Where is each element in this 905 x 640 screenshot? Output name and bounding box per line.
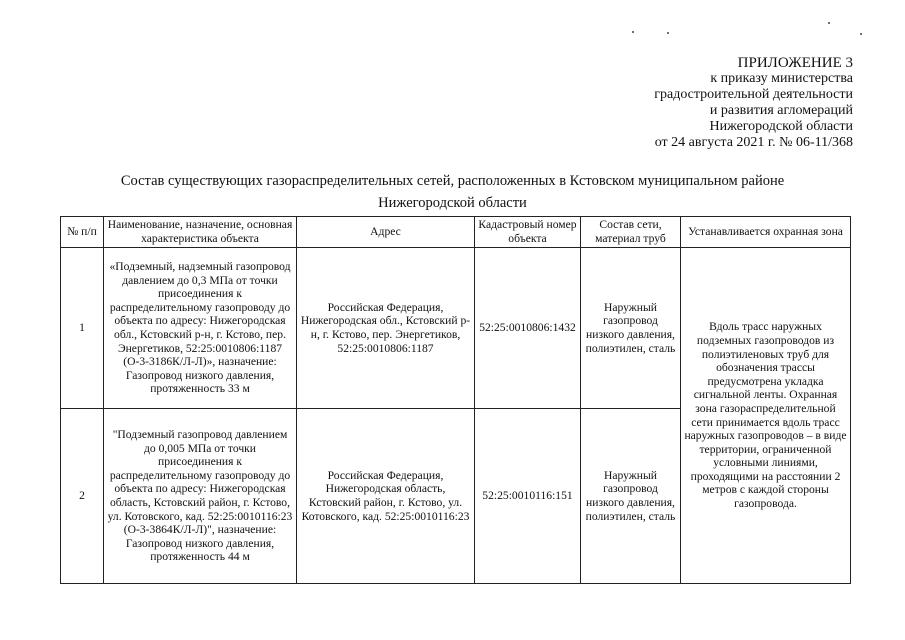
cell-address: Российская Федерация, Нижегородская область, Кстовский район, г. Кстово, ул. Котовского, кад. 52:25:0010116:23	[297, 409, 475, 584]
scan-speck	[860, 33, 862, 35]
cell-cadastral: 52:25:0010806:1432	[475, 248, 581, 409]
appendix-header	[654, 55, 853, 151]
header-num: № п/п	[61, 217, 104, 248]
header-name: Наименование, назначение, основная характеристика объекта	[104, 217, 297, 248]
cell-network: Наружный газопровод низкого давления, полиэтилен, сталь	[581, 409, 681, 584]
title-line: Состав существующих газораспределительных сетей, расположенных в Кстовском муниципальном районе	[120, 173, 785, 189]
table-row	[61, 248, 851, 409]
appendix-order-date: от 24 августа 2021 г. № 06-11/368	[654, 135, 853, 150]
cell-name: «Подземный, надземный газопровод давлением до 0,3 МПа от точки присоединения к распределительному газопроводу до объекта по адресу: Нижегородская обл., Кстовский р-н, г. Кстово, пер. Энергетиков, 52:25:0010806:1187 (О-3-3186К/Л-Л)», назначение: Газопровод низкого давления, протяженность 33 м	[104, 248, 297, 409]
title-line: Нижегородской области	[378, 195, 527, 211]
cell-name: "Подземный газопровод давлением до 0,005 МПа от точки присоединения к распределительному газопроводу до объекта по адресу: Нижегородская область, Кстовский район, г. Кстово, ул. Котовского, кад. 52:25:0010116:23 (О-3-3864К/Л-Л)", назначение: Газопровод низкого давления, протяженность 44 м	[104, 409, 297, 584]
scan-speck	[667, 32, 669, 34]
table-header-row	[61, 217, 851, 248]
gas-network-table	[60, 216, 851, 584]
scan-speck	[632, 31, 634, 33]
appendix-line: и развития агломераций	[709, 103, 853, 118]
header-address: Адрес	[297, 217, 475, 248]
appendix-line: Нижегородской области	[709, 119, 853, 134]
cell-network: Наружный газопровод низкого давления, полиэтилен, сталь	[581, 248, 681, 409]
scan-speck	[828, 22, 830, 24]
cell-protection-zone: Вдоль трасс наружных подземных газопроводов из полиэтиленовых труб для обозначения трассы предусмотрена укладка сигнальной ленты. Охранная зона газораспределительной сети принимается вдоль трасс наружных газопроводов – в виде территории, ограниченной условными линиями, проходящими на расстоянии 2 метров с каждой стороны газопровода.	[681, 248, 851, 584]
appendix-line: градостроительной деятельности	[654, 87, 853, 102]
appendix-number: ПРИЛОЖЕНИЕ 3	[737, 55, 853, 71]
header-cadastral: Кадастровый номер объекта	[475, 217, 581, 248]
document-title	[0, 170, 905, 214]
cell-num: 1	[61, 248, 104, 409]
header-network: Состав сети, материал труб	[581, 217, 681, 248]
cell-num: 2	[61, 409, 104, 584]
header-zone: Устанавливается охранная зона	[681, 217, 851, 248]
cell-address: Российская Федерация, Нижегородская обл., Кстовский р-н, г. Кстово, пер. Энергетиков, 52:25:0010806:1187	[297, 248, 475, 409]
cell-cadastral: 52:25:0010116:151	[475, 409, 581, 584]
appendix-line: к приказу министерства	[710, 71, 853, 86]
